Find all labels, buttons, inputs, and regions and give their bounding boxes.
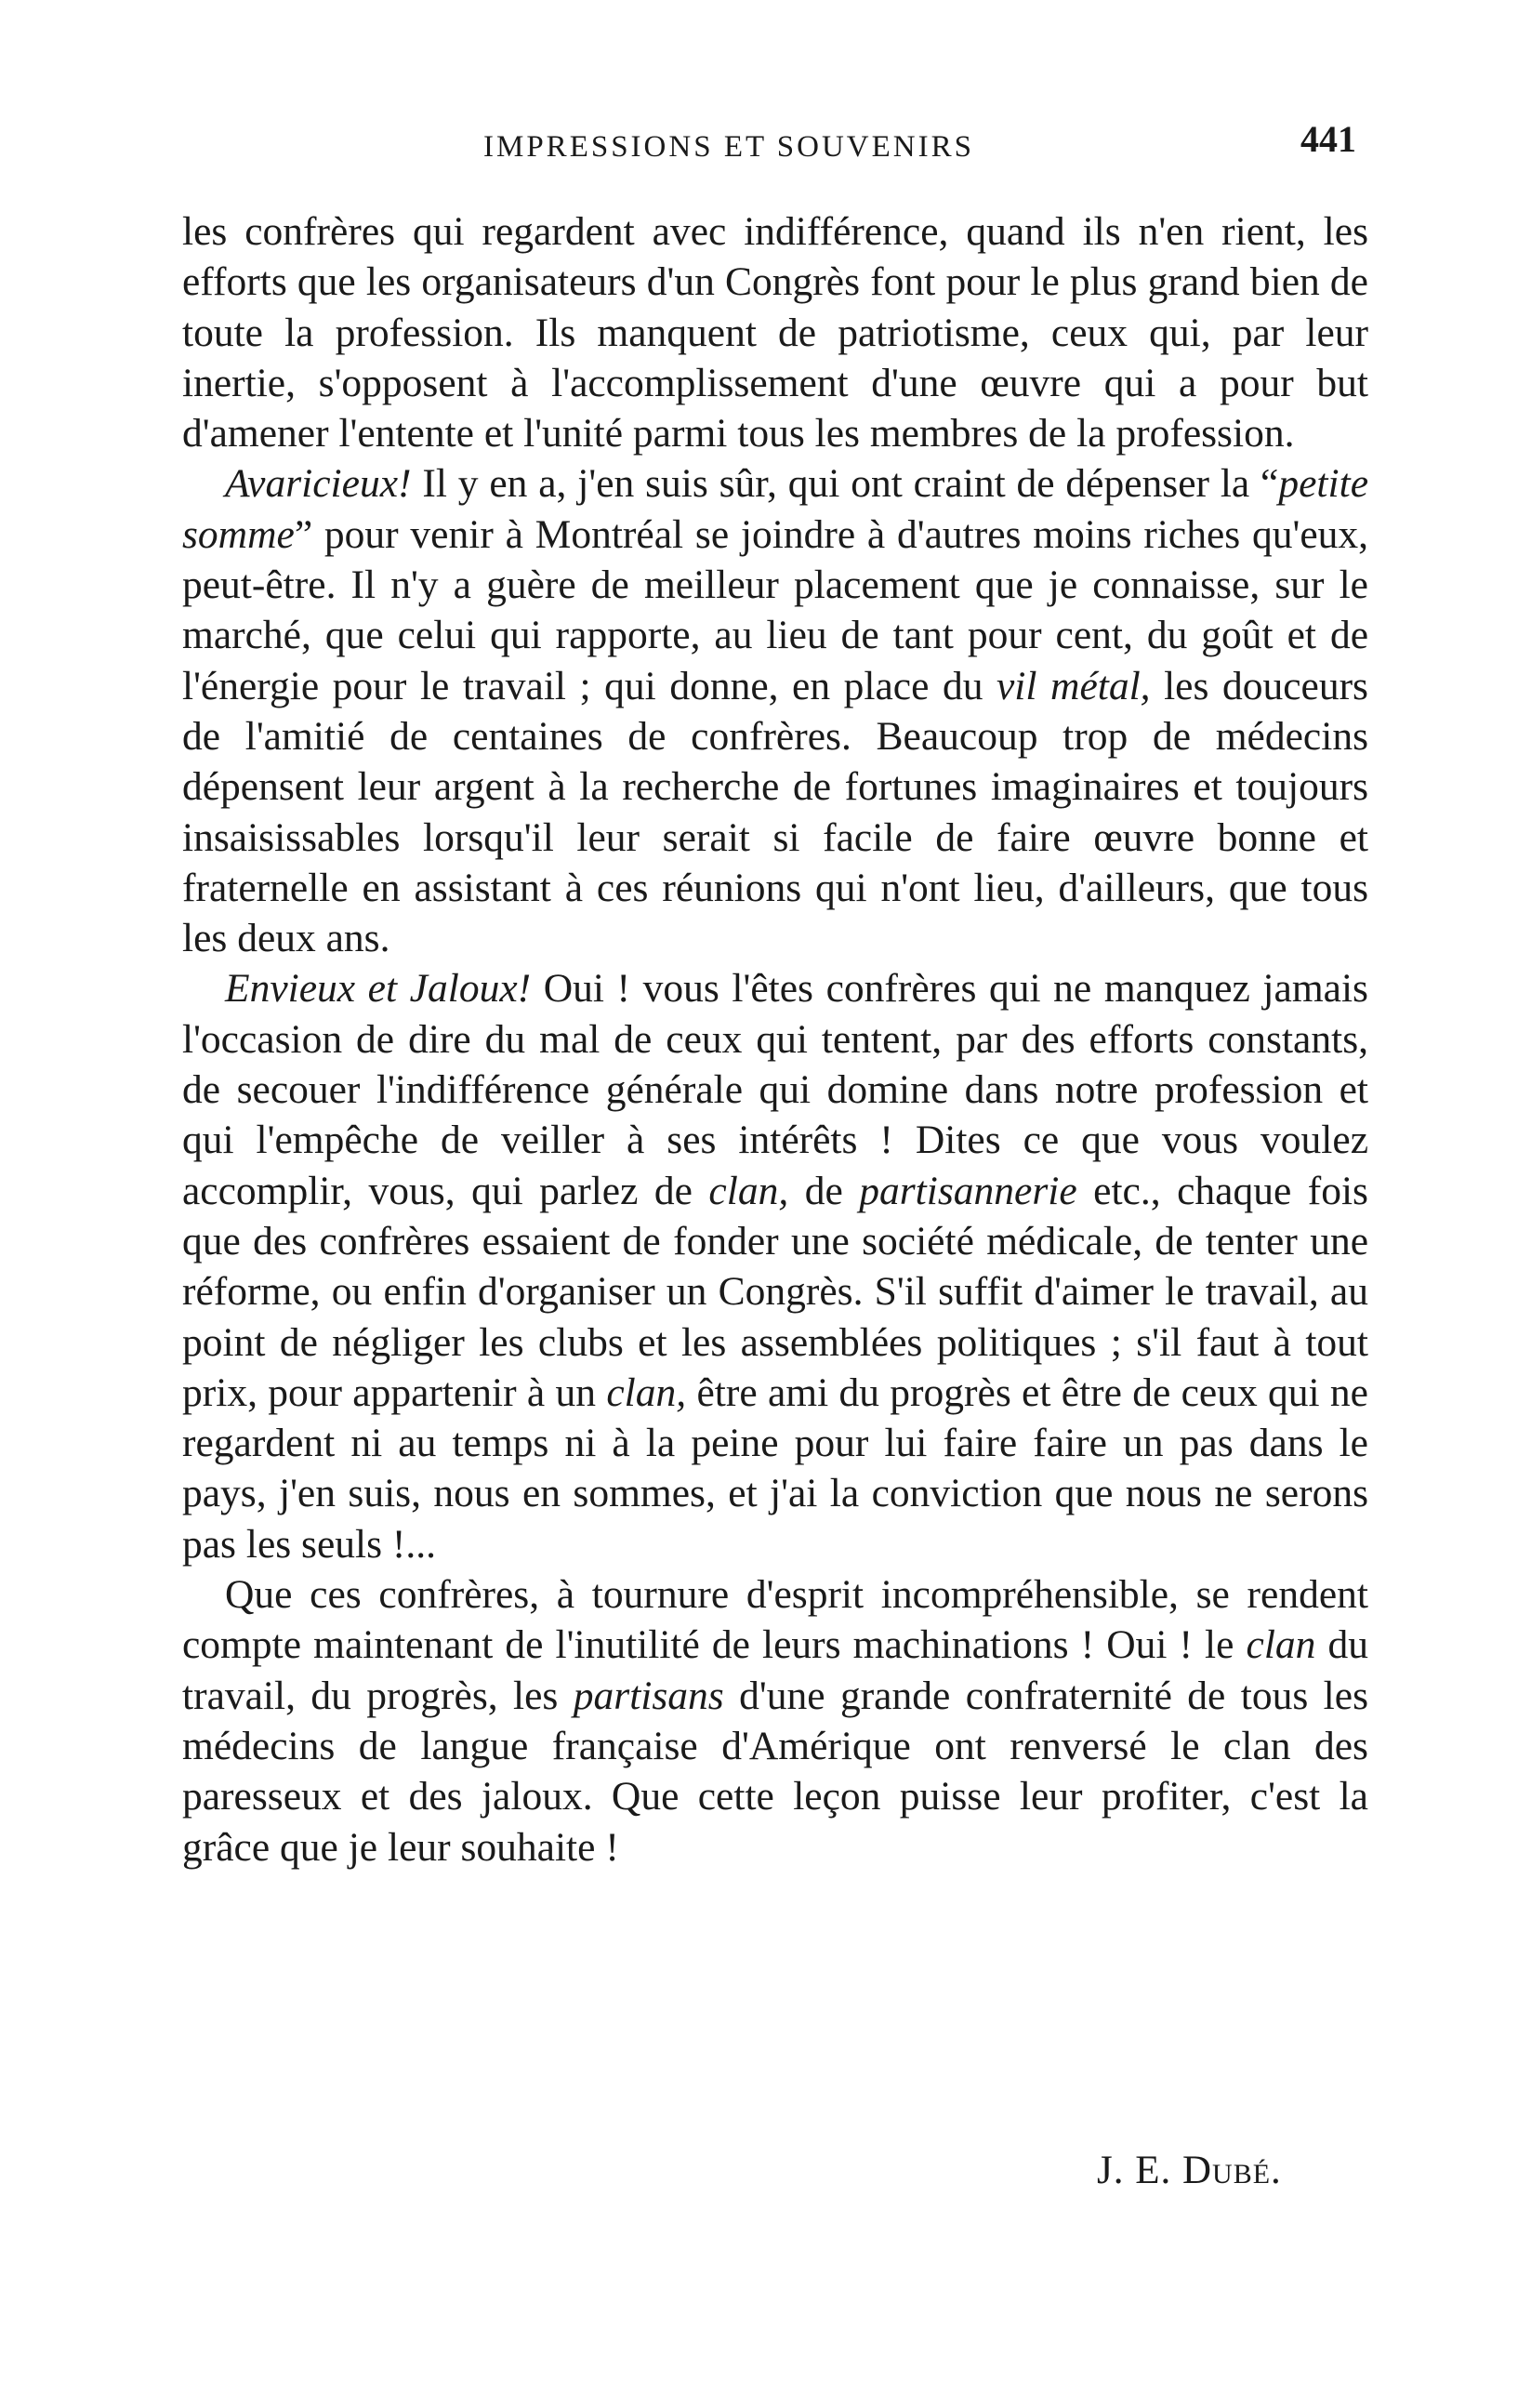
- paragraph-2-lead: Avaricieux!: [225, 461, 412, 507]
- paragraph-4-emphasis-1: clan: [1246, 1622, 1316, 1668]
- paragraph-2-text-2: ” pour venir à Montréal se joindre à d'autres moins riches qu'eux, peut-être. Il n'y a guère de meilleur placement que je connaisse, sur le marché, que celui qui rapporte, au lieu de tant pour cent, du goût et de l'énergie pour le travail ; qui donne, en place du: [182, 511, 1368, 708]
- paragraph-4-text-3: d'une grande confraternité de tous les médecins de langue française d'Amérique ont renversé le clan des paresseux et des jaloux. Que cette leçon puisse leur profiter, c'est la grâce que je leur souhaite !: [182, 1673, 1368, 1870]
- paragraph-2: [182, 458, 1368, 963]
- paragraph-2-emphasis-1: petite somme: [182, 461, 1368, 557]
- paragraph-3-emphasis-3: clan,: [606, 1369, 687, 1415]
- paragraph-3-lead: Envieux et Jaloux!: [225, 966, 532, 1012]
- paragraph-4-text-2: du travail, du progrès, les: [182, 1622, 1369, 1718]
- paragraph-3-emphasis-2: partisannerie: [859, 1168, 1077, 1213]
- paragraph-2-text-1: Il y en a, j'en suis sûr, qui ont craint de dépenser la “: [411, 461, 1279, 507]
- paragraph-3-text-4: être ami du progrès et être de ceux qui ne regardent ni au temps ni à la peine pour lui faire faire un pas dans le pays, j'en suis, nous en sommes, et j'ai la conviction que nous ne serons pas les seuls !...: [182, 1369, 1368, 1567]
- page-number: 441: [1300, 118, 1356, 160]
- paragraph-3-text-2: de: [788, 1168, 860, 1213]
- paragraph-4-emphasis-2: partisans: [573, 1673, 724, 1718]
- paragraph-3-emphasis-1: clan,: [708, 1168, 789, 1213]
- paragraph-4: [182, 1569, 1368, 1872]
- paragraph-2-text-3: les douceurs de l'amitié de centaines de confrères. Beaucoup trop de médecins dépensent leur argent à la recherche de fortunes imaginaires et toujours insaisissables lorsqu'il leur serait si facile de faire œuvre bonne et fraternelle en assistant à ces réunions qui n'ont lieu, d'ailleurs, que tous les deux ans.: [182, 663, 1368, 961]
- paragraph-1: les confrères qui regardent avec indifférence, quand ils n'en rient, les efforts que les organisateurs d'un Congrès font pour le plus grand bien de toute la profession. Ils manquent de patriotisme, ceux qui, par leur inertie, s'opposent à l'accomplissement d'une œuvre qui a pour but d'amener l'entente et l'unité parmi tous les membres de la profession.: [182, 209, 1368, 456]
- paragraph-4-text-1: Que ces confrères, à tournure d'esprit incompréhensible, se rendent compte maintenant de l'inutilité de leurs machinations ! Oui ! le: [182, 1572, 1368, 1668]
- author-signature: [1097, 2148, 1282, 2193]
- signature-initials: J. E.: [1097, 2149, 1182, 2192]
- signature-surname: Dubé.: [1182, 2149, 1282, 2192]
- paragraph-3: [182, 963, 1368, 1569]
- running-title: IMPRESSIONS ET SOUVENIRS: [483, 130, 974, 164]
- paragraph-3-text-3: etc., chaque fois que des confrères essaient de fonder une société médicale, de tenter une réforme, ou enfin d'organiser un Congrès. S'il suffit d'aimer le travail, au point de négliger les clubs et les assemblées politiques ; s'il faut à tout prix, pour appartenir à un: [182, 1168, 1368, 1415]
- paragraph-3-text-1: Oui ! vous l'êtes confrères qui ne manquez jamais l'occasion de dire du mal de ceux qui tentent, par des efforts constants, de secouer l'indifférence générale qui domine dans notre profession et qui l'empêche de veiller à ses intérêts ! Dites ce que vous voulez accomplir, vous, qui parlez de: [182, 966, 1368, 1213]
- paragraph-2-emphasis-2: vil métal,: [996, 663, 1151, 708]
- body-text: [182, 206, 1368, 1872]
